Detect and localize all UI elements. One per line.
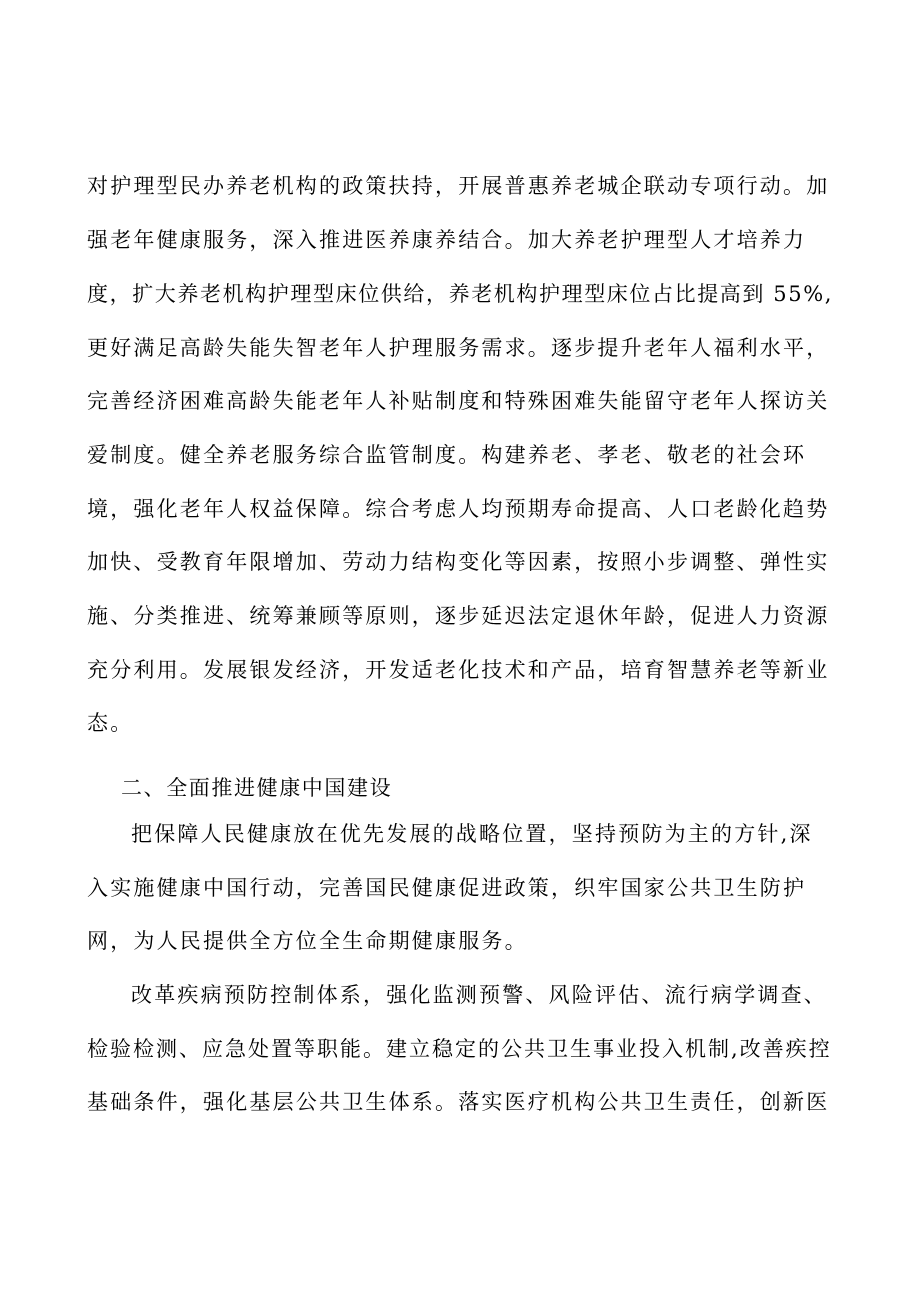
- text-line: 对护理型民办养老机构的政策扶持，开展普惠养老城企联动专项行动。加: [87, 174, 830, 198]
- text-line: 境，强化老年人权益保障。综合考虑人均预期寿命提高、人口老龄化趋势: [87, 497, 830, 521]
- text-line: 爱制度。健全养老服务综合监管制度。构建养老、孝老、敬老的社会环: [87, 443, 807, 467]
- text-line: 施、分类推进、统筹兼顾等原则，逐步延迟法定退休年龄，促进人力资源: [87, 604, 830, 628]
- text-line: 基础条件，强化基层公共卫生体系。落实医疗机构公共卫生责任，创新医: [87, 1090, 830, 1114]
- section-heading: 二、全面推进健康中国建设: [121, 776, 393, 800]
- text-line: 把保障人民健康放在优先发展的战略位置，坚持预防为主的方针,深: [131, 822, 813, 846]
- text-line: 度，扩大养老机构护理型床位供给，养老机构护理型床位占比提高到 55%,: [87, 282, 834, 306]
- text-line: 充分利用。发展银发经济，开发适老化技术和产品，培育智慧养老等新业: [87, 658, 830, 682]
- text-line: 改革疾病预防控制体系，强化监测预警、风险评估、流行病学调查、: [131, 983, 827, 1007]
- text-line: 入实施健康中国行动，完善国民健康促进政策，织牢国家公共卫生防护: [87, 876, 807, 900]
- text-line: 完善经济困难高龄失能老年人补贴制度和特殊困难失能留守老年人探访关: [87, 389, 830, 413]
- text-line: 网，为人民提供全方位全生命期健康服务。: [87, 929, 528, 953]
- text-line: 强老年健康服务，深入推进医养康养结合。加大养老护理型人才培养力: [87, 228, 807, 252]
- text-line: 检验检测、应急处置等职能。建立稳定的公共卫生事业投入机制,改善疾控: [87, 1037, 832, 1061]
- text-line: 更好满足高龄失能失智老年人护理服务需求。逐步提升老年人福利水平，: [87, 336, 830, 360]
- text-line: 态。: [87, 711, 134, 735]
- text-line: 加快、受教育年限增加、劳动力结构变化等因素，按照小步调整、弹性实: [87, 550, 830, 574]
